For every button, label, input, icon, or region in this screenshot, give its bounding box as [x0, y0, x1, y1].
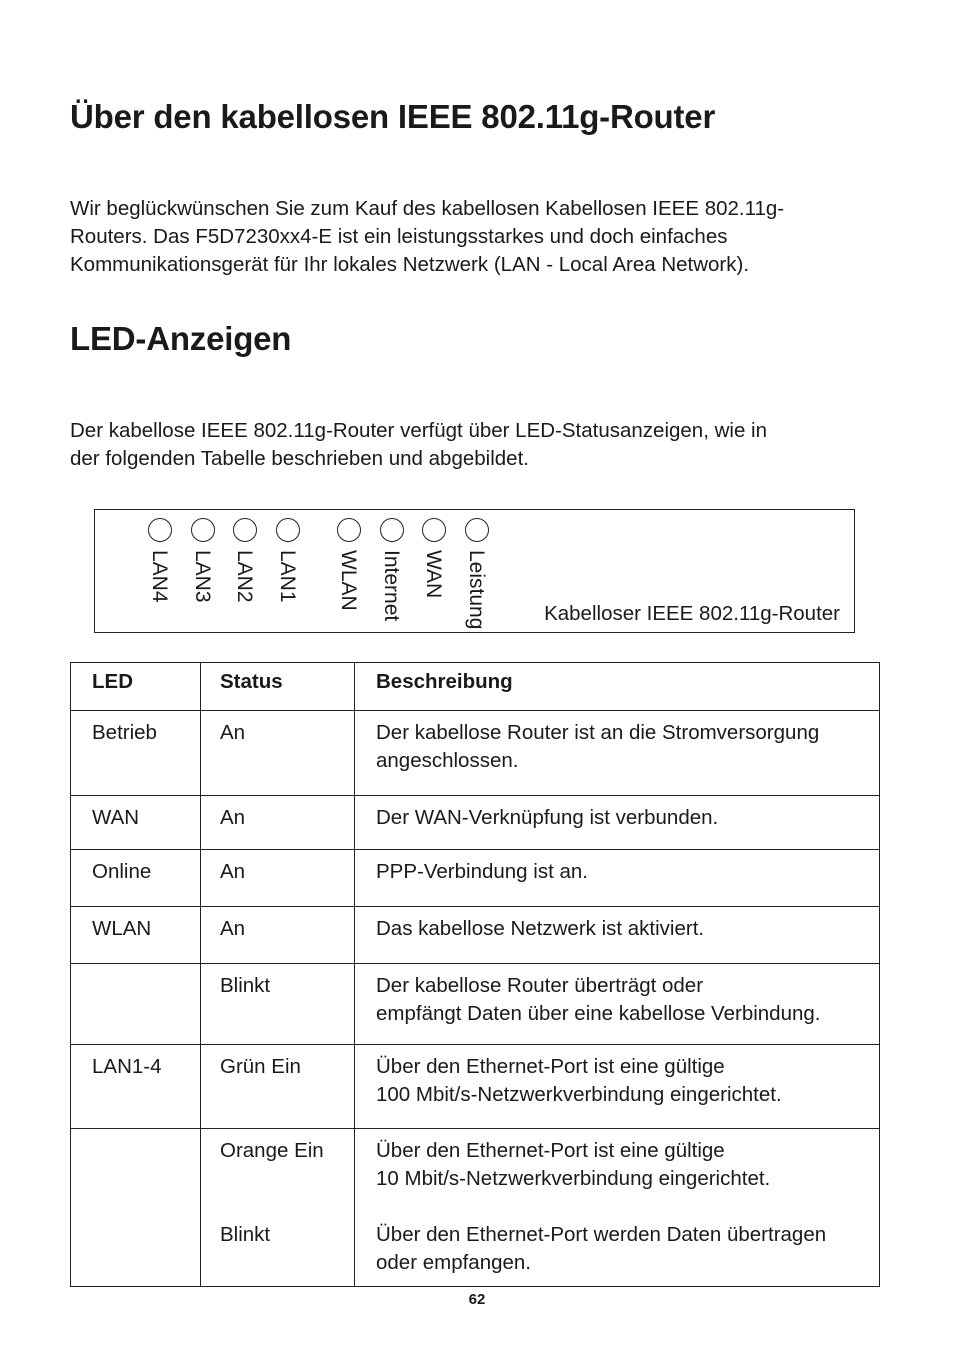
status-line: Blinkt [220, 1223, 271, 1246]
led-circle-icon [465, 518, 489, 542]
led-circle-icon [233, 518, 257, 542]
description-line: Der WAN-Verknüpfung ist verbunden. [376, 806, 719, 829]
status-cell [201, 850, 355, 907]
intro-line: Wir beglückwünschen Sie zum Kauf des kabellosen Kabellosen IEEE 802.11g- [70, 197, 785, 220]
led-label: WAN [422, 550, 445, 599]
led-label: LAN2 [233, 550, 256, 603]
led-label: LAN1 [276, 550, 299, 603]
column-header-status: Status [201, 663, 355, 711]
description-line: angeschlossen. [376, 749, 519, 772]
description-cell [355, 907, 880, 964]
table-header-row [71, 663, 880, 711]
status-line: An [220, 860, 246, 883]
table-row [71, 1045, 880, 1129]
intro-paragraph [70, 195, 890, 279]
column-header-led: LED [71, 663, 201, 711]
description-line: Über den Ethernet-Port ist eine gültige [376, 1055, 725, 1078]
led-label: Internet [380, 550, 403, 622]
intro-line: Routers. Das F5D7230xx4-E ist ein leistungsstarkes und doch einfaches [70, 225, 728, 248]
led-circle-icon [148, 518, 172, 542]
led-status-table [70, 662, 880, 1287]
status-cell [201, 964, 355, 1045]
description-cell [355, 964, 880, 1045]
description-cell [355, 1045, 880, 1129]
led-cell: LAN1-4 [71, 1045, 201, 1129]
page-number: 62 [468, 1291, 486, 1308]
description-cell [355, 850, 880, 907]
description-line: empfängt Daten über eine kabellose Verbindung. [376, 1002, 821, 1025]
led-label: LAN4 [148, 550, 171, 603]
led-circle-icon [422, 518, 446, 542]
description-cell [355, 796, 880, 850]
description-line: oder empfangen. [376, 1251, 532, 1274]
led-label: WLAN [337, 550, 360, 611]
led-intro-line: Der kabellose IEEE 802.11g-Router verfügt über LED-Statusanzeigen, wie in [70, 419, 768, 442]
description-line: Über den Ethernet-Port ist eine gültige [376, 1139, 725, 1162]
led-cell: Betrieb [71, 711, 201, 796]
led-cell: WLAN [71, 907, 201, 964]
led-cell [71, 964, 201, 1045]
status-cell [201, 907, 355, 964]
description-line: Der kabellose Router überträgt oder [376, 974, 704, 997]
router-front-panel-diagram [94, 509, 855, 633]
status-line: Blinkt [220, 974, 271, 997]
led-circle-icon [276, 518, 300, 542]
status-line: An [220, 721, 246, 744]
status-cell [201, 1045, 355, 1129]
section-title: LED-Anzeigen [70, 320, 292, 357]
description-line: Das kabellose Netzwerk ist aktiviert. [376, 917, 705, 940]
table-row [71, 964, 880, 1045]
led-intro-line: der folgenden Tabelle beschrieben und abgebildet. [70, 447, 529, 470]
status-line: Grün Ein [220, 1055, 301, 1078]
led-circle-icon [380, 518, 404, 542]
description-line: PPP-Verbindung ist an. [376, 860, 588, 883]
led-circle-icon [191, 518, 215, 542]
column-header-description: Beschreibung [355, 663, 880, 711]
description-cell [355, 711, 880, 796]
description-line: 100 Mbit/s-Netzwerkverbindung eingerichtet. [376, 1083, 782, 1106]
led-cell: Online [71, 850, 201, 907]
status-line: An [220, 917, 246, 940]
led-cell: WAN [71, 796, 201, 850]
table-row [71, 711, 880, 796]
table-row [71, 907, 880, 964]
led-label: LAN3 [191, 550, 214, 603]
table-row [71, 850, 880, 907]
description-cell [355, 1129, 880, 1287]
table-row [71, 796, 880, 850]
router-name-label: Kabelloser IEEE 802.11g-Router [544, 602, 840, 625]
led-cell [71, 1129, 201, 1287]
status-cell [201, 1129, 355, 1287]
status-cell [201, 796, 355, 850]
status-line: Orange Ein [220, 1139, 324, 1162]
description-line: 10 Mbit/s-Netzwerkverbindung eingerichtet. [376, 1167, 771, 1190]
description-line: Über den Ethernet-Port werden Daten übertragen [376, 1223, 827, 1246]
table-row [71, 1129, 880, 1287]
description-line: Der kabellose Router ist an die Stromversorgung [376, 721, 820, 744]
intro-line: Kommunikationsgerät für Ihr lokales Netzwerk (LAN - Local Area Network). [70, 253, 750, 276]
status-line: An [220, 806, 246, 829]
led-intro-paragraph [70, 417, 890, 473]
led-circle-icon [337, 518, 361, 542]
led-label: Leistung [465, 550, 488, 630]
page-title: Über den kabellosen IEEE 802.11g-Router [70, 98, 716, 135]
status-cell [201, 711, 355, 796]
